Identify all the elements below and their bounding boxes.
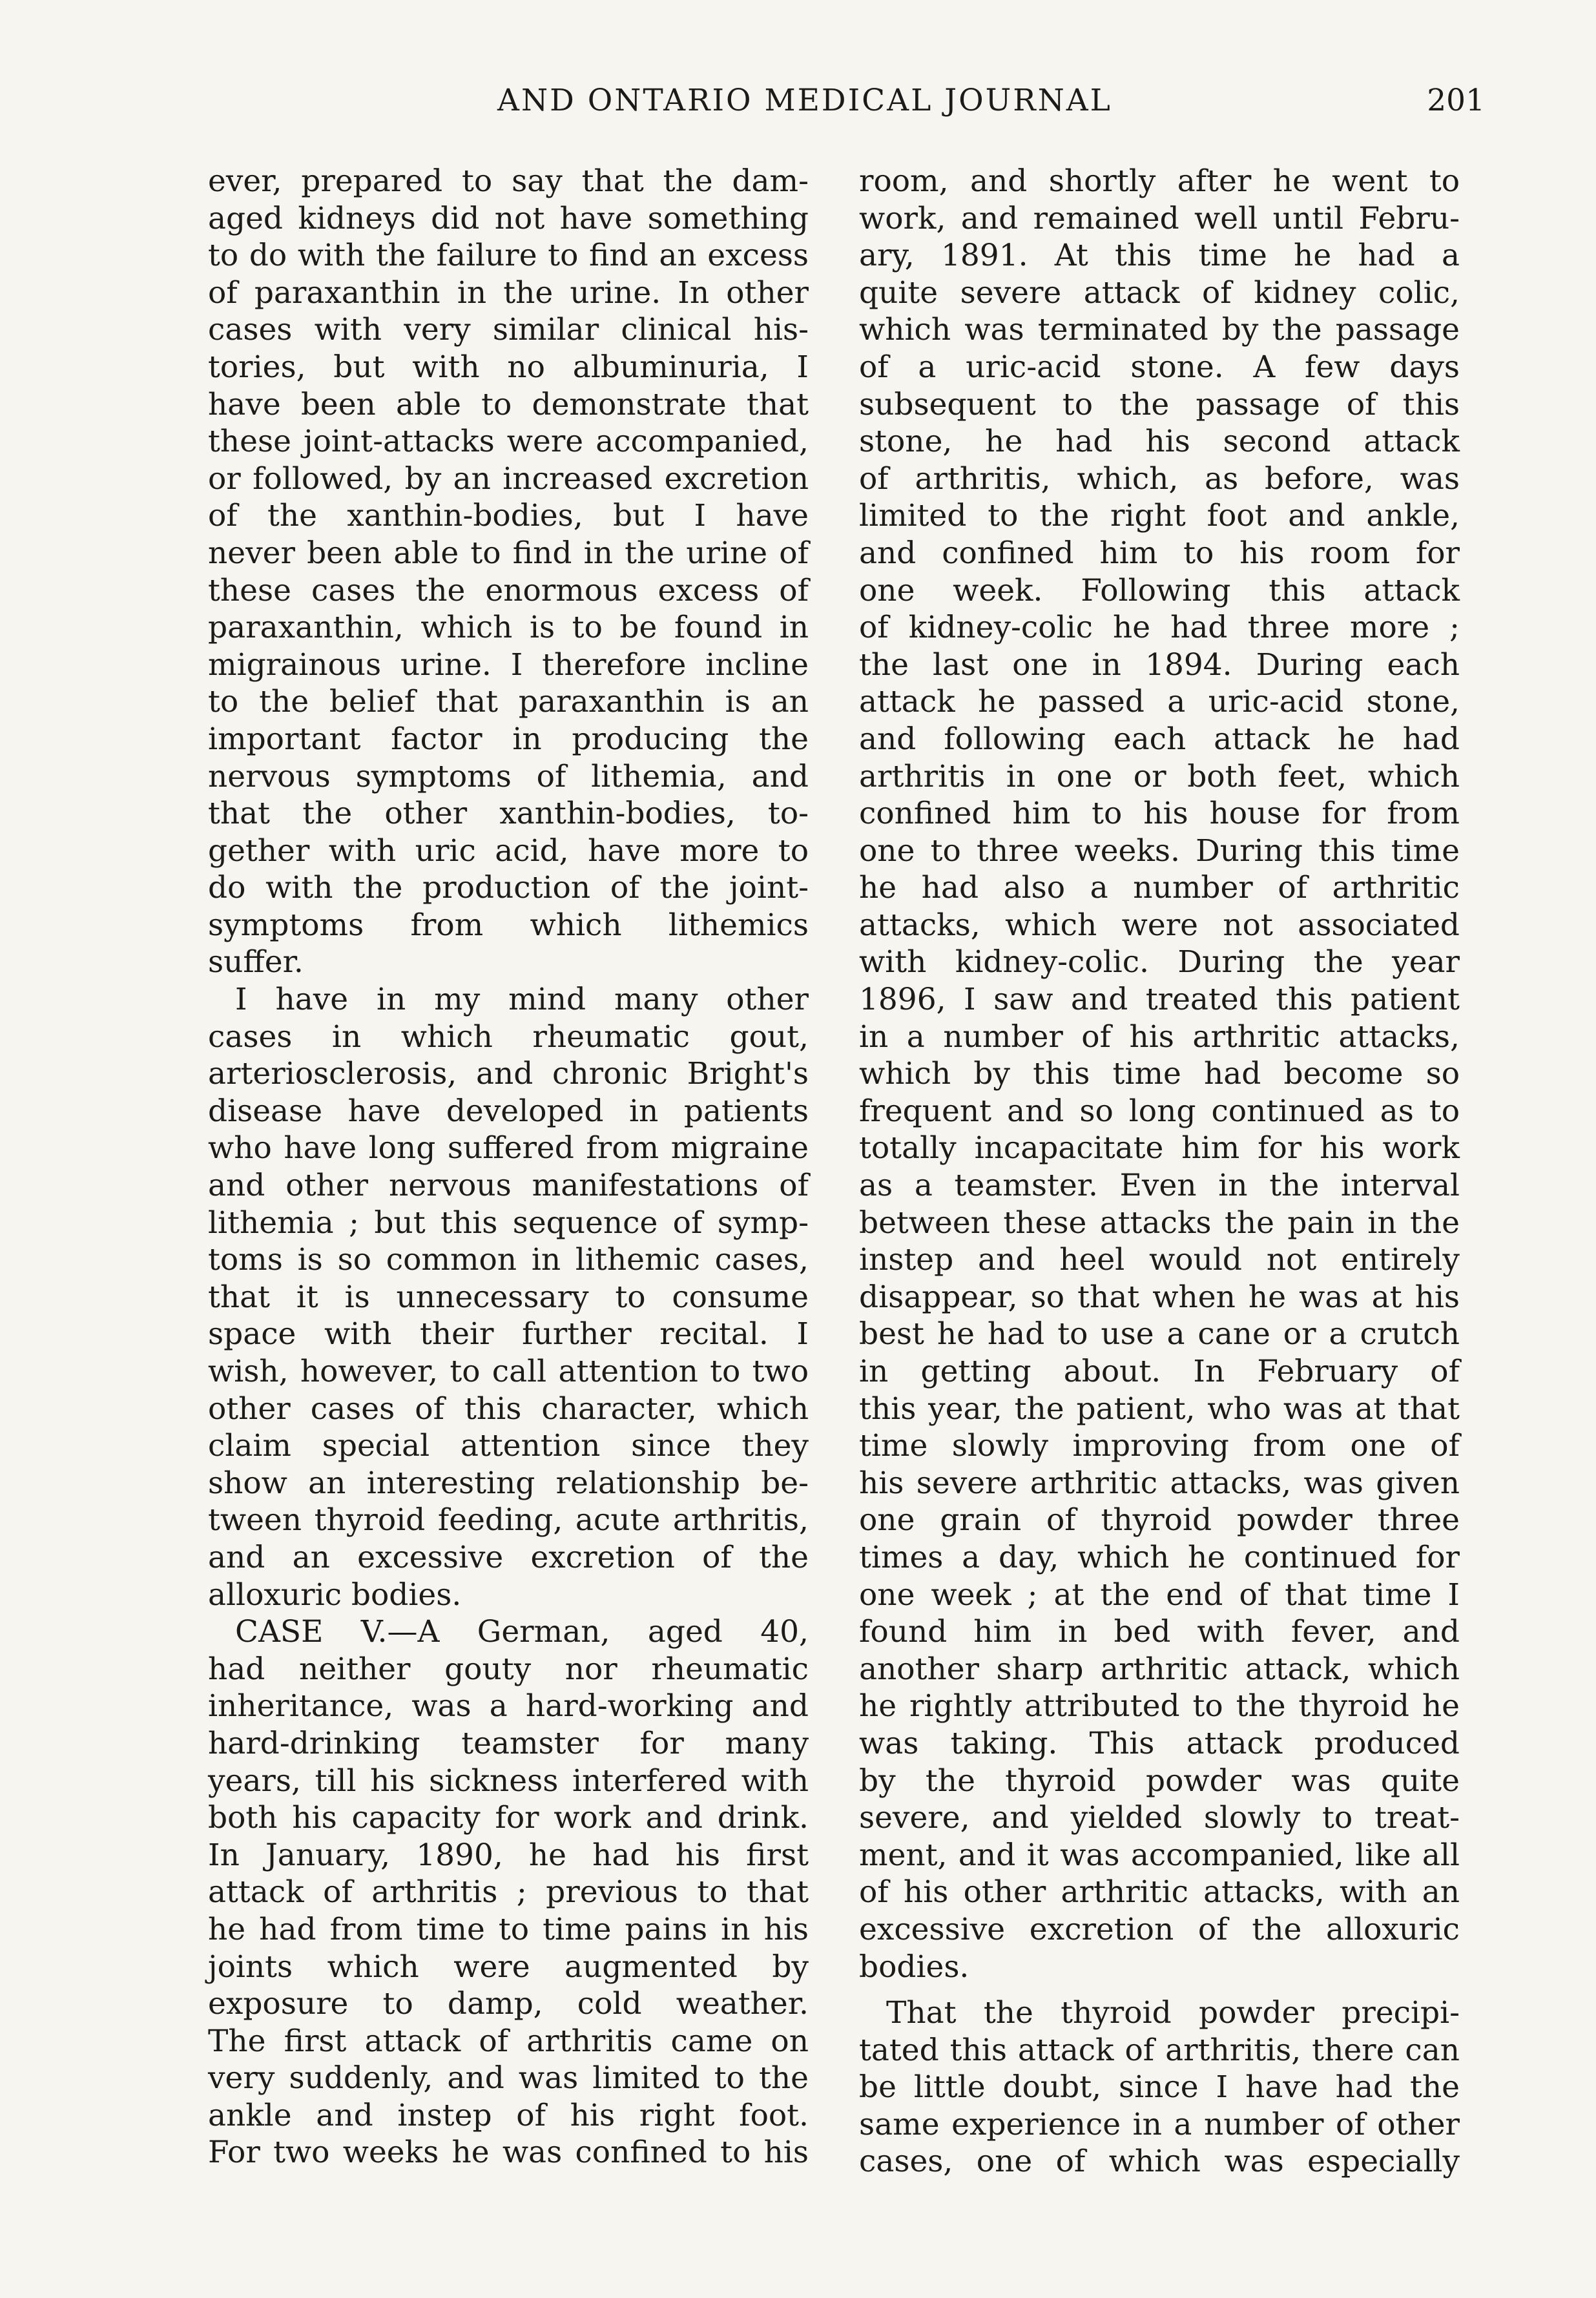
- text-line: he had also a number of arthritic: [859, 870, 1460, 906]
- text-line: to the belief that paraxanthin is an: [208, 684, 809, 720]
- text-line: important factor in producing the: [208, 721, 809, 757]
- text-line: bodies.: [859, 1949, 969, 1985]
- text-line: and an excessive excretion of the: [208, 1539, 809, 1575]
- text-line: symptoms from which lithemics: [208, 907, 809, 943]
- text-line: times a day, which he continued for: [859, 1539, 1460, 1575]
- text-line: attacks, which were not associated: [859, 907, 1460, 943]
- text-line: this year, the patient, who was at that: [859, 1391, 1460, 1427]
- text-line: I have in my mind many other: [235, 982, 809, 1018]
- text-line: tated this attack of arthritis, there can: [859, 2032, 1460, 2068]
- text-line: cases, one of which was especially: [859, 2144, 1460, 2180]
- text-line: same experience in a number of other: [859, 2106, 1460, 2142]
- text-line: nervous symptoms of lithemia, and: [208, 758, 809, 794]
- running-head: [0, 83, 1596, 134]
- text-line: of a uric-acid stone. A few days: [859, 349, 1460, 385]
- text-line: or followed, by an increased excretion: [208, 461, 809, 497]
- text-line: of paraxanthin in the urine. In other: [208, 274, 809, 311]
- text-line: severe, and yielded slowly to treat-: [859, 1800, 1460, 1836]
- text-line: work, and remained well until Febru-: [859, 200, 1460, 236]
- text-line: arthritis in one or both feet, which: [859, 758, 1460, 794]
- text-line: one grain of thyroid powder three: [859, 1502, 1460, 1538]
- text-line: frequent and so long continued as to: [859, 1093, 1460, 1129]
- text-line: stone, he had his second attack: [859, 424, 1460, 460]
- text-line: room, and shortly after he went to: [859, 163, 1460, 199]
- text-line: his severe arthritic attacks, was given: [859, 1465, 1460, 1501]
- text-line: quite severe attack of kidney colic,: [859, 274, 1460, 311]
- text-line: ary, 1891. At this time he had a: [859, 238, 1460, 274]
- text-line: limited to the right foot and ankle,: [859, 498, 1460, 534]
- text-line: In January, 1890, he had his first: [208, 1837, 809, 1873]
- text-line: other cases of this character, which: [208, 1391, 809, 1427]
- text-column-left: [208, 163, 809, 2171]
- text-line: of kidney-colic he had three more ;: [859, 610, 1460, 646]
- text-line: he rightly attributed to the thyroid he: [859, 1688, 1460, 1724]
- text-line: joints which were augmented by: [208, 1949, 809, 1985]
- text-line: For two weeks he was confined to his: [208, 2135, 809, 2171]
- text-line: suffer.: [208, 944, 304, 980]
- text-line: never been able to find in the urine of: [208, 535, 809, 571]
- text-line: attack of arthritis ; previous to that: [208, 1874, 809, 1910]
- text-line: disappear, so that when he was at his: [859, 1279, 1460, 1315]
- text-column-right: [859, 163, 1460, 2180]
- text-line: and following each attack he had: [859, 721, 1460, 757]
- text-line: ankle and instep of his right foot.: [208, 2097, 809, 2133]
- text-line: totally incapacitate him for his work: [859, 1130, 1460, 1166]
- text-line: that the other xanthin-bodies, to-: [208, 796, 809, 832]
- text-line: and other nervous manifestations of: [208, 1168, 809, 1204]
- text-line: migrainous urine. I therefore incline: [208, 647, 809, 683]
- text-line: instep and heel would not entirely: [859, 1242, 1460, 1278]
- text-line: by the thyroid powder was quite: [859, 1763, 1460, 1799]
- text-line: time slowly improving from one of: [859, 1428, 1460, 1464]
- text-line: the last one in 1894. During each: [859, 647, 1460, 683]
- text-line: in a number of his arthritic attacks,: [859, 1019, 1460, 1055]
- text-line: aged kidneys did not have something: [208, 200, 809, 236]
- text-line: space with their further recital. I: [208, 1316, 809, 1352]
- text-line: disease have developed in patients: [208, 1093, 809, 1129]
- page-number: 201: [1427, 83, 1485, 118]
- text-line: was taking. This attack produced: [859, 1725, 1460, 1761]
- text-line: show an interesting relationship be-: [208, 1465, 809, 1501]
- text-line: hard-drinking teamster for many: [208, 1725, 809, 1761]
- text-line: best he had to use a cane or a crutch: [859, 1316, 1460, 1352]
- text-line: both his capacity for work and drink.: [208, 1800, 809, 1836]
- text-line: gether with uric acid, have more to: [208, 833, 809, 869]
- text-line: very suddenly, and was limited to the: [208, 2060, 809, 2096]
- text-line: one week. Following this attack: [859, 572, 1460, 608]
- text-line: years, till his sickness interfered with: [208, 1763, 809, 1799]
- text-line: to do with the failure to find an excess: [208, 238, 809, 274]
- text-line: The first attack of arthritis came on: [208, 2023, 809, 2059]
- text-line: subsequent to the passage of this: [859, 386, 1460, 422]
- text-line: which by this time had become so: [859, 1056, 1460, 1092]
- text-line: had neither gouty nor rheumatic: [208, 1651, 809, 1687]
- text-line: found him in bed with fever, and: [859, 1614, 1460, 1650]
- text-line: toms is so common in lithemic cases,: [208, 1242, 809, 1278]
- text-line: who have long suffered from migraine: [208, 1130, 809, 1166]
- text-line: wish, however, to call attention to two: [208, 1354, 809, 1389]
- text-line: between these attacks the pain in the: [859, 1205, 1460, 1241]
- text-line: these cases the enormous excess of: [208, 572, 809, 608]
- text-line: that it is unnecessary to consume: [208, 1279, 809, 1315]
- text-line: as a teamster. Even in the interval: [859, 1168, 1460, 1204]
- text-line: tories, but with no albuminuria, I: [208, 349, 809, 385]
- text-line: another sharp arthritic attack, which: [859, 1651, 1460, 1687]
- text-line: paraxanthin, which is to be found in: [208, 610, 809, 646]
- text-line: he had from time to time pains in his: [208, 1911, 809, 1947]
- text-line: cases in which rheumatic gout,: [208, 1019, 809, 1055]
- text-line: tween thyroid feeding, acute arthritis,: [208, 1502, 809, 1538]
- text-line: attack he passed a uric-acid stone,: [859, 684, 1460, 720]
- text-line: CASE V.—A German, aged 40,: [235, 1614, 809, 1650]
- text-line: inheritance, was a hard-working and: [208, 1688, 809, 1724]
- text-line: of his other arthritic attacks, with an: [859, 1874, 1460, 1910]
- text-line: 1896, I saw and treated this patient: [859, 982, 1460, 1018]
- text-line: of arthritis, which, as before, was: [859, 461, 1460, 497]
- text-line: one to three weeks. During this time: [859, 833, 1460, 869]
- text-line: be little doubt, since I have had the: [859, 2069, 1460, 2106]
- text-line: alloxuric bodies.: [208, 1577, 462, 1613]
- text-line: these joint-attacks were accompanied,: [208, 424, 809, 460]
- text-line: one week ; at the end of that time I: [859, 1577, 1460, 1613]
- text-line: arteriosclerosis, and chronic Bright's: [208, 1056, 809, 1092]
- text-line: exposure to damp, cold weather.: [208, 1986, 809, 2022]
- text-line: with kidney-colic. During the year: [859, 944, 1460, 980]
- text-line: have been able to demonstrate that: [208, 386, 809, 422]
- text-line: and confined him to his room for: [859, 535, 1460, 571]
- text-line: That the thyroid powder precipi-: [886, 1995, 1460, 2031]
- text-line: do with the production of the joint-: [208, 870, 809, 906]
- text-line: excessive excretion of the alloxuric: [859, 1911, 1460, 1947]
- text-line: in getting about. In February of: [859, 1354, 1460, 1389]
- running-title: AND ONTARIO MEDICAL JOURNAL: [497, 83, 1112, 118]
- text-line: claim special attention since they: [208, 1428, 809, 1464]
- text-line: cases with very similar clinical his-: [208, 312, 809, 348]
- text-line: lithemia ; but this sequence of symp-: [208, 1205, 809, 1241]
- text-line: ment, and it was accompanied, like all: [859, 1837, 1460, 1873]
- text-line: confined him to his house for from: [859, 796, 1460, 832]
- text-line: of the xanthin-bodies, but I have: [208, 498, 809, 534]
- text-line: ever, prepared to say that the dam-: [208, 163, 809, 199]
- text-line: which was terminated by the passage: [859, 312, 1460, 348]
